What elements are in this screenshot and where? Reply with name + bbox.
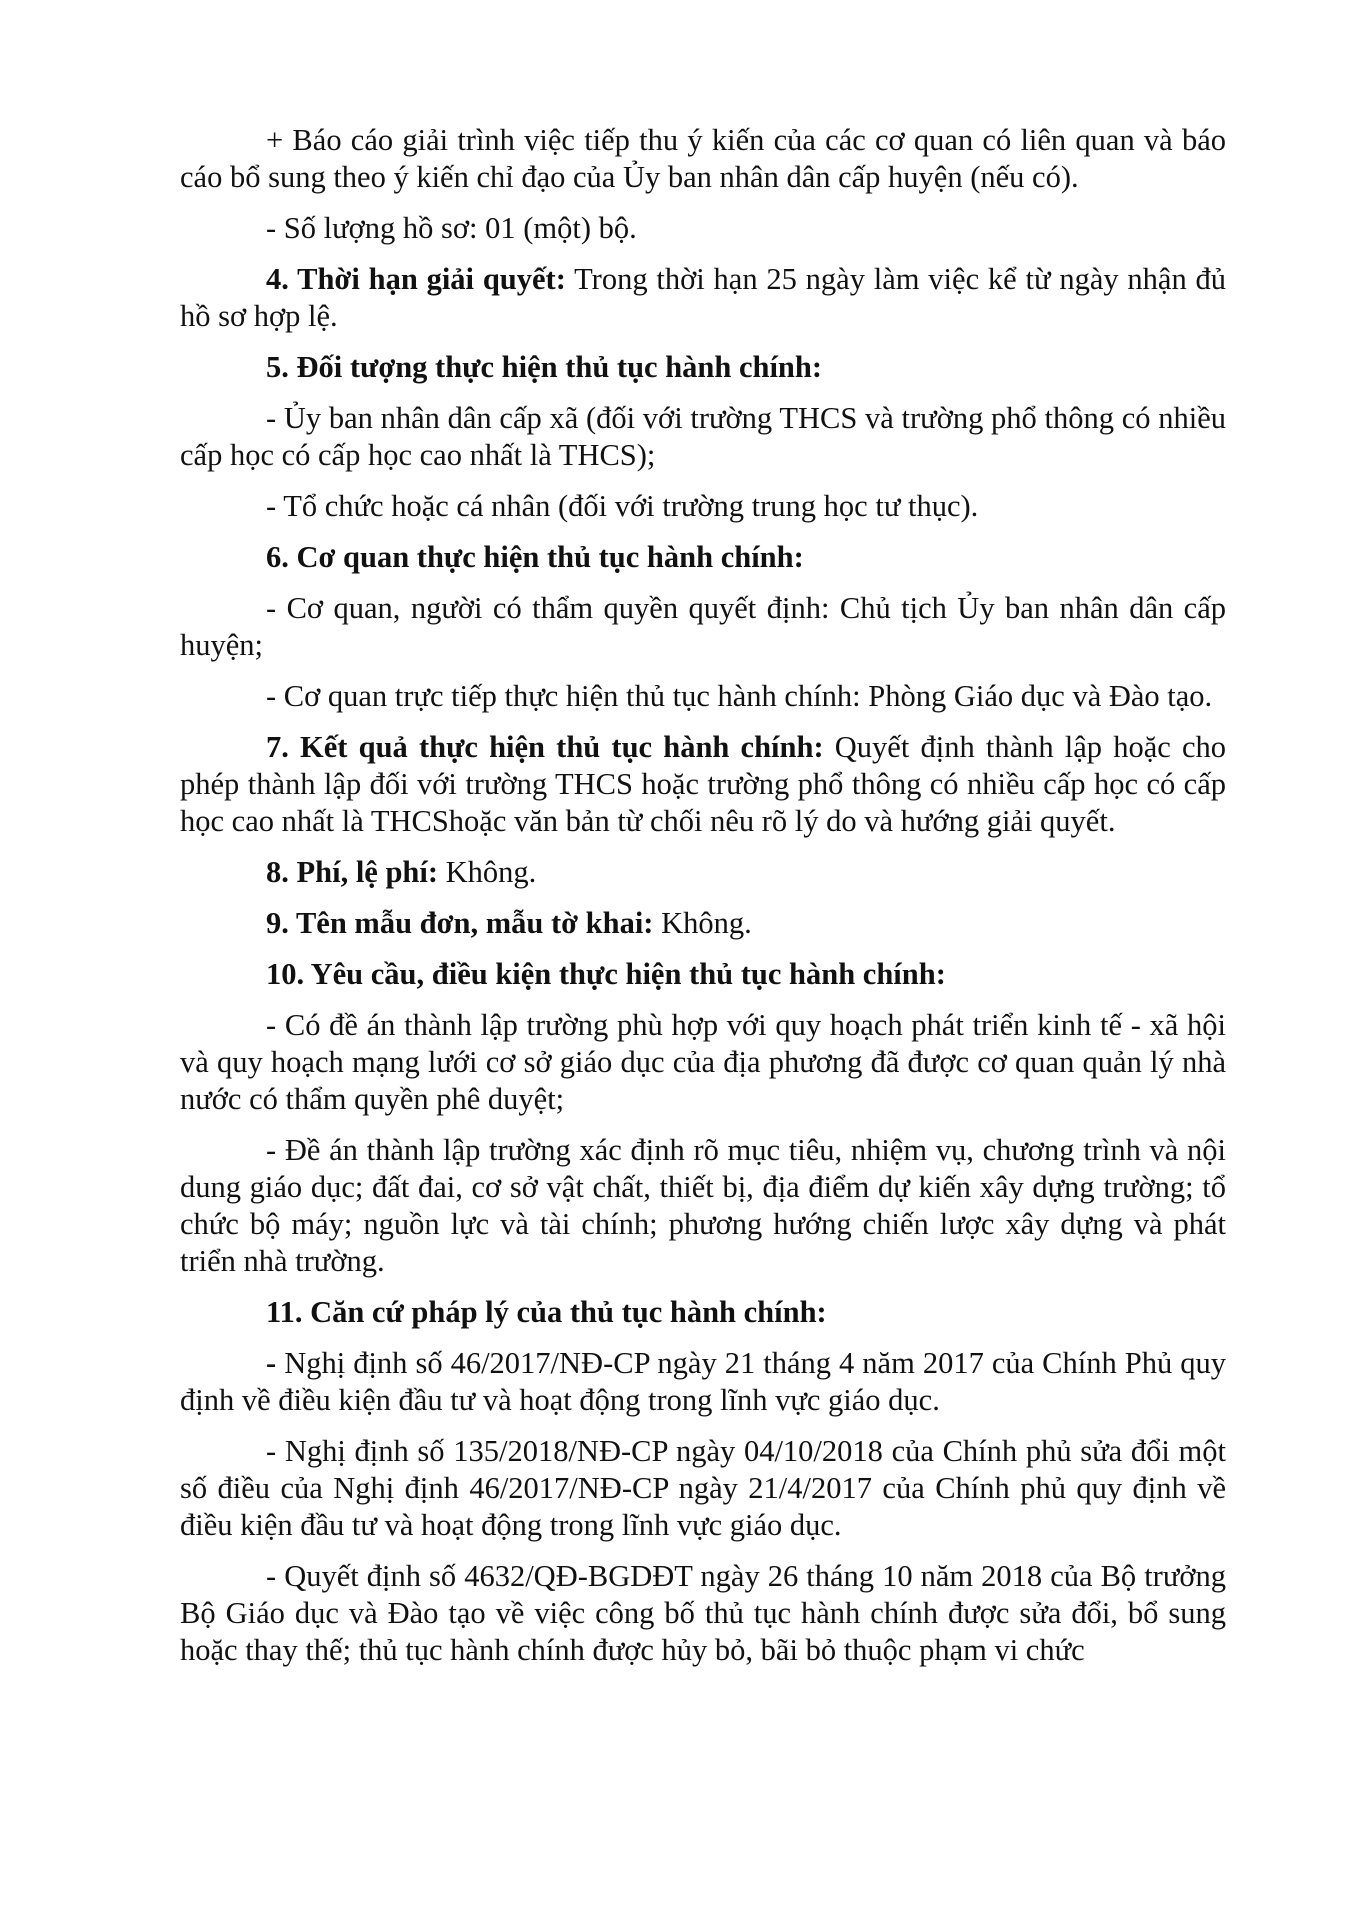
section-11-heading: 11. Căn cứ pháp lý của thủ tục hành chính: [266,1295,827,1329]
section-4-processing-time [180,261,1226,335]
section-10-heading: 10. Yêu cầu, điều kiện thực hiện thủ tục hành chính: [266,957,946,991]
section-10-item-plan: - Có đề án thành lập trường phù hợp với quy hoạch phát triển kinh tế - xã hội và quy hoạch mạng lưới cơ sở giáo dục của địa phương đã được cơ quan quản lý nhà nước có thẩm quyền phê duyệt; [180,1008,1226,1116]
section-7-label: 7. Kết quả thực hiện thủ tục hành chính: [266,730,824,764]
section-11-item-decree-135: - Nghị định số 135/2018/NĐ-CP ngày 04/10/2018 của Chính phủ sửa đổi một số điều của Nghị định 46/2017/NĐ-CP ngày 21/4/2017 của Chính phủ quy định về điều kiện đầu tư và hoạt động trong lĩnh vực giáo dục. [180,1434,1226,1542]
section-11-item-decree-46 [180,1345,1226,1419]
section-9-text: Không. [653,906,752,940]
section-5-heading: 5. Đối tượng thực hiện thủ tục hành chính: [266,350,823,384]
section-6-item-authority: - Cơ quan, người có thẩm quyền quyết định: Chủ tịch Ủy ban nhân dân cấp huyện; [180,591,1226,662]
paragraph-report-explanation: + Báo cáo giải trình việc tiếp thu ý kiến của các cơ quan có liên quan và báo cáo bổ sung theo ý kiến chỉ đạo của Ủy ban nhân dân cấp huyện (nếu có). [180,123,1226,194]
section-6-heading: 6. Cơ quan thực hiện thủ tục hành chính: [266,540,804,574]
paragraph-dossier-quantity: - Số lượng hồ sơ: 01 (một) bộ. [266,211,637,245]
section-4-text: Trong thời hạn 25 ngày làm việc kể từ ngày nhận đủ hồ sơ hợp lệ. [180,262,1226,333]
section-9-forms [180,905,1226,942]
section-8-text: Không. [438,855,537,889]
section-4-label: 4. Thời hạn giải quyết: [266,262,566,296]
section-5-item-commune: - Ủy ban nhân dân cấp xã (đối với trường THCS và trường phổ thông có nhiều cấp học có cấp học cao nhất là THCS); [180,401,1226,472]
document-page [180,122,1226,1683]
section-9-label: 9. Tên mẫu đơn, mẫu tờ khai: [266,906,654,940]
section-10-item-objectives: - Đề án thành lập trường xác định rõ mục tiêu, nhiệm vụ, chương trình và nội dung giáo dục; đất đai, cơ sở vật chất, thiết bị, địa điểm dự kiến xây dựng trường; tổ chức bộ máy; nguồn lực và tài chính; phương hướng chiến lược xây dựng và phát triển nhà trường. [180,1133,1226,1278]
section-8-label: 8. Phí, lệ phí: [266,855,439,889]
section-11-item-dash: - [266,1346,277,1380]
section-11-item-decree-46-text: Nghị định số 46/2017/NĐ-CP ngày 21 tháng 4 năm 2017 của Chính Phủ quy định về điều kiện đầu tư và hoạt động trong lĩnh vực giáo dục. [180,1346,1226,1417]
section-8-fees [180,854,1226,891]
section-7-result [180,729,1226,840]
section-6-item-direct-agency: - Cơ quan trực tiếp thực hiện thủ tục hành chính: Phòng Giáo dục và Đào tạo. [266,679,1213,713]
section-11-item-decision-4632: - Quyết định số 4632/QĐ-BGDĐT ngày 26 tháng 10 năm 2018 của Bộ trưởng Bộ Giáo dục và Đào tạo về việc công bố thủ tục hành chính được sửa đổi, bổ sung hoặc thay thế; thủ tục hành chính được hủy bỏ, bãi bỏ thuộc phạm vi chức [180,1559,1226,1667]
section-5-item-organization: - Tổ chức hoặc cá nhân (đối với trường trung học tư thục). [266,489,979,523]
section-7-text: Quyết định thành lập hoặc cho phép thành lập đối với trường THCS hoặc trường phổ thông có nhiều cấp học có cấp học cao nhất là THCShoặc văn bản từ chối nêu rõ lý do và hướng giải quyết. [180,730,1226,838]
